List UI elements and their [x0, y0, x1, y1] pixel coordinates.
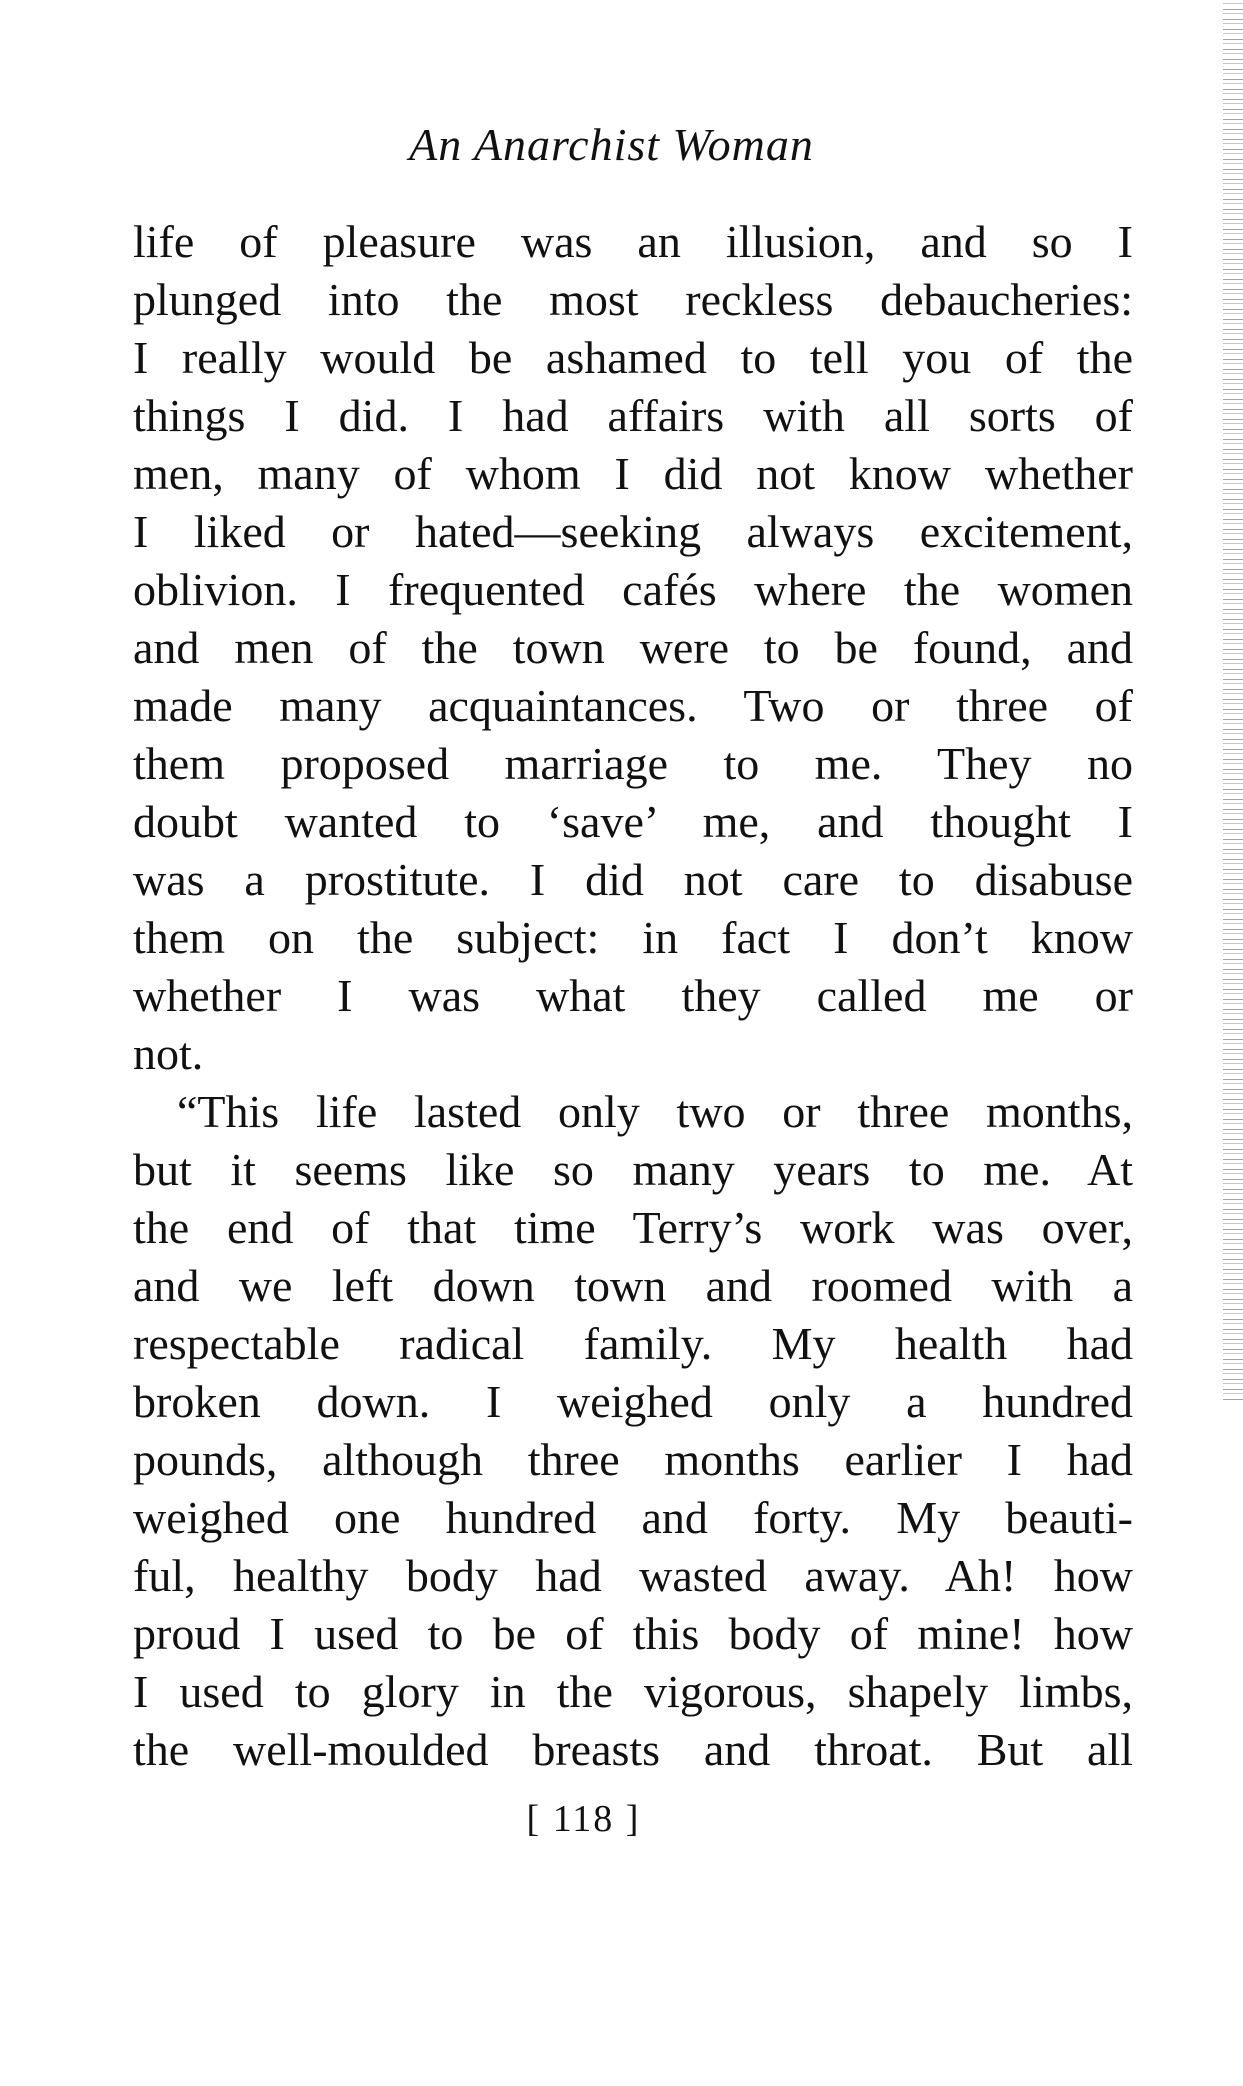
- text-line: men, many of whom I did not know whether: [133, 448, 1133, 499]
- text-line: oblivion. I frequented cafés where the women: [133, 564, 1133, 615]
- text-line: I really would be ashamed to tell you of the: [133, 332, 1133, 383]
- text-line: I used to glory in the vigorous, shapely limbs,: [133, 1666, 1133, 1717]
- text-line: respectable radical family. My health had: [133, 1318, 1133, 1369]
- text-line: broken down. I weighed only a hundred: [133, 1376, 1133, 1427]
- text-line: things I did. I had affairs with all sorts of: [133, 390, 1133, 441]
- page-number: [ 118 ]: [526, 1798, 641, 1840]
- running-head: An Anarchist Woman: [409, 119, 814, 170]
- text-line: was a prostitute. I did not care to disabuse: [133, 854, 1133, 905]
- text-line: whether I was what they called me or: [133, 970, 1133, 1021]
- text-line: made many acquaintances. Two or three of: [133, 680, 1133, 731]
- text-line: the end of that time Terry’s work was over,: [133, 1202, 1133, 1253]
- paragraph-start-line: “This life lasted only two or three months,: [177, 1086, 1133, 1137]
- text-line: life of pleasure was an illusion, and so I: [133, 216, 1133, 267]
- text-line: weighed one hundred and forty. My beauti-: [133, 1492, 1133, 1543]
- text-line: them proposed marriage to me. They no: [133, 738, 1133, 789]
- text-line: plunged into the most reckless debaucheries:: [133, 274, 1133, 325]
- text-line: and men of the town were to be found, and: [133, 622, 1133, 673]
- text-line: but it seems like so many years to me. At: [133, 1144, 1133, 1195]
- text-line: the well-moulded breasts and throat. But all: [133, 1724, 1133, 1775]
- paragraph-end-line: not.: [133, 1028, 204, 1079]
- text-line: proud I used to be of this body of mine! how: [133, 1608, 1133, 1659]
- text-line: and we left down town and roomed with a: [133, 1260, 1133, 1311]
- text-line: doubt wanted to ‘save’ me, and thought I: [133, 796, 1133, 847]
- text-line: I liked or hated—seeking always excitement,: [133, 506, 1133, 557]
- body-text: [133, 213, 1133, 1779]
- page-edge-scan-artifact: [1223, 0, 1243, 1400]
- text-line: pounds, although three months earlier I had: [133, 1434, 1133, 1485]
- text-line: them on the subject: in fact I don’t know: [133, 912, 1133, 963]
- text-line: ful, healthy body had wasted away. Ah! how: [133, 1550, 1133, 1601]
